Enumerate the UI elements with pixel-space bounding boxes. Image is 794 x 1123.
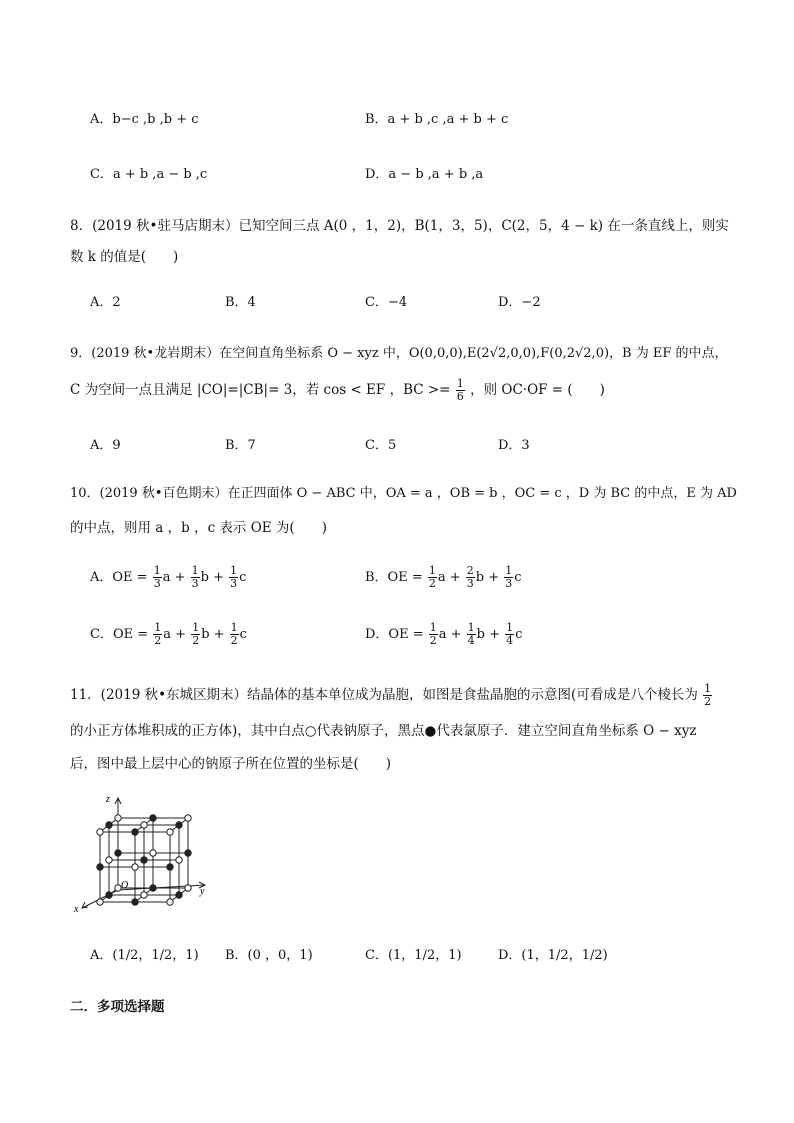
section-heading: 二．多项选择题 bbox=[70, 999, 165, 1015]
expr-term: b + bbox=[476, 627, 505, 642]
fraction bbox=[153, 622, 162, 647]
fraction-numerator: 1 bbox=[153, 564, 161, 577]
expr-term: a + bbox=[437, 570, 465, 585]
fraction-denominator: 4 bbox=[467, 634, 475, 647]
origin-label: O bbox=[121, 880, 129, 891]
q9-fraction bbox=[456, 378, 465, 403]
expr-term: a + bbox=[438, 627, 466, 642]
q8-option-a: A．2 bbox=[90, 295, 121, 310]
q10-option-d bbox=[365, 622, 522, 647]
q10-option-c-expr bbox=[152, 621, 247, 647]
fraction-numerator: 1 bbox=[505, 564, 513, 577]
expr-term: a + bbox=[162, 570, 190, 585]
q7-option-c: C．a + b ,a − b ,c bbox=[90, 167, 208, 182]
fraction bbox=[153, 565, 162, 590]
q10-option-d-expr bbox=[428, 621, 523, 647]
q10-stem-line2: 的中点，则用 a ，b ，c 表示 OE 为( ) bbox=[70, 520, 327, 536]
q8-stem-line1: 8．(2019 秋•驻马店期末）已知空间三点 A(0 ，1，2)，B(1，3，5)，C(2，5，4 − k) 在一条直线上，则实 bbox=[70, 218, 729, 234]
fraction-numerator: 2 bbox=[466, 564, 474, 577]
q11-stem-line1 bbox=[70, 683, 713, 708]
fraction-denominator: 2 bbox=[230, 634, 238, 647]
q11-stem-line3: 后，图中最上层中心的钠原子所在位置的坐标是( ) bbox=[70, 756, 392, 772]
fraction-numerator: 1 bbox=[428, 564, 436, 577]
fraction-denominator: 3 bbox=[230, 577, 238, 590]
expr-term: c bbox=[515, 627, 523, 642]
q9-option-d: D．3 bbox=[498, 438, 530, 453]
fraction bbox=[229, 565, 238, 590]
q11-option-b: B．(0 ，0，1) bbox=[225, 948, 313, 963]
q7-option-d: D．a − b ,a + b ,a bbox=[365, 167, 484, 182]
q7-option-a: A．b−c ,b ,b + c bbox=[90, 112, 199, 127]
q8-stem-line2: 数 k 的值是( ) bbox=[70, 249, 179, 265]
fraction-numerator: 1 bbox=[192, 621, 200, 634]
q11-stem-line2: 的小正方体堆积成的正方体)，其中白点○代表钠原子，黑点●代表氯原子．建立空间直角坐标系 O − xyz bbox=[70, 723, 697, 739]
q10-option-c bbox=[90, 622, 247, 647]
q10-stem-line1: 10．(2019 秋•百色期末）在正四面体 O − ABC 中，OA = a ，OB = b ，OC = c ，D 为 BC 的中点，E 为 AD bbox=[70, 486, 737, 501]
fraction-numerator: 1 bbox=[230, 621, 238, 634]
axis-label-y: y bbox=[200, 886, 205, 897]
q8-option-c: C．−4 bbox=[365, 295, 408, 310]
fraction-denominator: 2 bbox=[192, 634, 200, 647]
q9-option-a: A．9 bbox=[90, 438, 121, 453]
q11-option-a: A．(1/2，1/2，1) bbox=[90, 948, 199, 963]
axis-label-x: x bbox=[74, 904, 79, 915]
expr-term: b + bbox=[201, 627, 229, 642]
fraction-denominator: 4 bbox=[506, 634, 514, 647]
q11-frac-num: 1 bbox=[704, 682, 712, 695]
fraction-numerator: 1 bbox=[429, 621, 437, 634]
expr-term: c bbox=[239, 570, 247, 585]
expr-term: b + bbox=[200, 570, 229, 585]
q11-option-c: C．(1，1/2，1) bbox=[365, 948, 462, 963]
fraction bbox=[504, 565, 513, 590]
q11-option-d: D．(1，1/2，1/2) bbox=[498, 948, 608, 963]
q10-option-c-label: C．OE = bbox=[90, 627, 149, 642]
q9-option-b: B．7 bbox=[225, 438, 256, 453]
expr-term: c bbox=[239, 627, 247, 642]
fraction bbox=[428, 565, 437, 590]
q9-stem-line2-a: C 为空间一点且满足 |CO|=|CB|= 3，若 cos < EF ，BC >= bbox=[70, 382, 451, 398]
fraction-denominator: 3 bbox=[153, 577, 161, 590]
q10-option-a-expr bbox=[152, 564, 247, 590]
q9-stem-line1: 9．(2019 秋•龙岩期末）在空间直角坐标系 O − xyz 中，O(0,0,0),E(2√2,0,0),F(0,2√2,0)，B 为 EF 的中点， bbox=[70, 346, 728, 361]
fraction bbox=[505, 622, 514, 647]
q8-option-d: D．−2 bbox=[498, 295, 541, 310]
fraction-denominator: 3 bbox=[191, 577, 199, 590]
q9-frac-den: 6 bbox=[456, 390, 464, 403]
fraction-denominator: 2 bbox=[428, 577, 436, 590]
fraction bbox=[429, 622, 438, 647]
q10-option-a bbox=[90, 565, 246, 590]
q8-option-b: B．4 bbox=[225, 295, 256, 310]
nacl-crystal-figure bbox=[70, 790, 220, 915]
expr-term: a + bbox=[163, 627, 191, 642]
q9-frac-num: 1 bbox=[456, 377, 464, 390]
q10-option-a-label: A．OE = bbox=[90, 570, 148, 585]
fraction bbox=[230, 622, 239, 647]
axis-label-z: z bbox=[106, 794, 110, 805]
fraction-denominator: 3 bbox=[466, 577, 474, 590]
q10-option-d-label: D．OE = bbox=[365, 627, 424, 642]
fraction bbox=[466, 565, 475, 590]
q11-fraction bbox=[703, 683, 712, 708]
q10-option-b-label: B．OE = bbox=[365, 570, 423, 585]
fraction-denominator: 2 bbox=[154, 634, 162, 647]
q9-stem-line2-b: ，则 OC·OF = ( ) bbox=[470, 382, 605, 398]
q9-option-c: C．5 bbox=[365, 438, 397, 453]
expr-term: c bbox=[514, 570, 522, 585]
q11-stem-line1-text: 11．(2019 秋•东城区期末）结晶体的基本单位成为晶胞，如图是食盐晶胞的示意图(可看成是八个棱长为 bbox=[70, 687, 698, 703]
q9-stem-line2 bbox=[70, 378, 605, 403]
fraction-numerator: 1 bbox=[230, 564, 238, 577]
fraction bbox=[191, 565, 200, 590]
fraction-denominator: 3 bbox=[505, 577, 513, 590]
q10-option-b bbox=[365, 565, 522, 590]
expr-term: b + bbox=[475, 570, 504, 585]
fraction-numerator: 1 bbox=[467, 621, 475, 634]
fraction-denominator: 2 bbox=[429, 634, 437, 647]
q11-frac-den: 2 bbox=[704, 695, 712, 708]
q7-option-b: B．a + b ,c ,a + b + c bbox=[365, 112, 509, 127]
fraction-numerator: 1 bbox=[506, 621, 514, 634]
q10-option-b-expr bbox=[427, 564, 522, 590]
fraction bbox=[467, 622, 476, 647]
fraction-numerator: 1 bbox=[154, 621, 162, 634]
fraction bbox=[191, 622, 200, 647]
fraction-numerator: 1 bbox=[191, 564, 199, 577]
